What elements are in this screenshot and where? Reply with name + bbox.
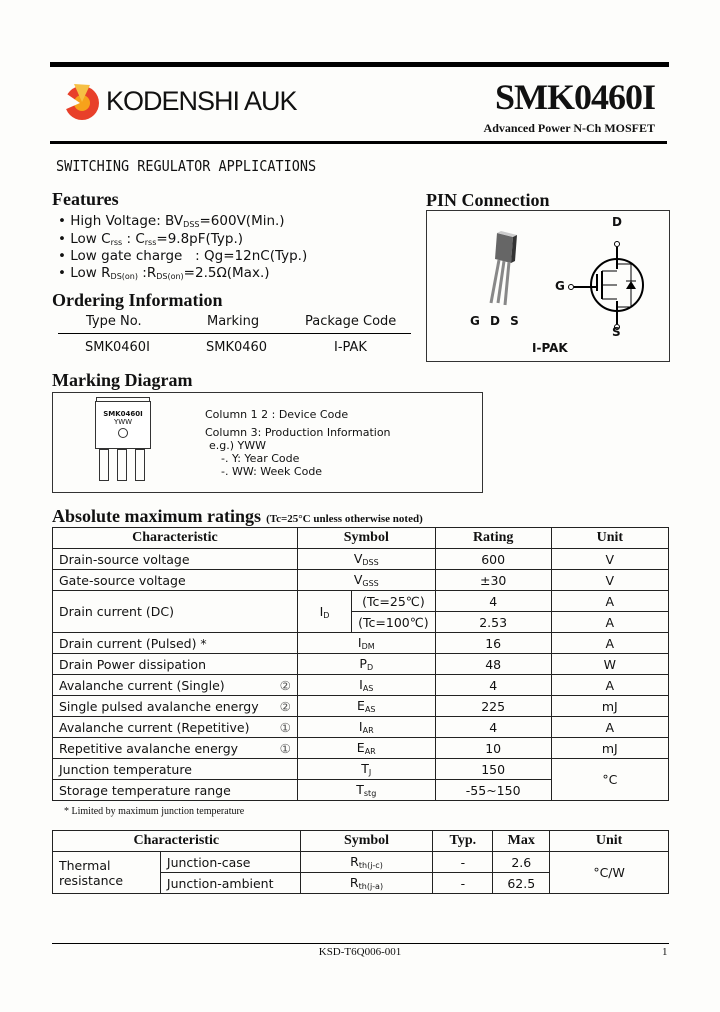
table-row: (Tc=100℃) 2.53 A <box>53 612 669 633</box>
table-row: Drain-source voltage $V_{DSS}$ 600 V <box>53 549 669 570</box>
table-row: Avalanche current (Repetitive) ① $I_{AR}$ 4 A <box>53 717 669 738</box>
pin-connection-box <box>426 210 670 362</box>
pin-d-label: D <box>612 215 622 229</box>
amr-characteristic: Drain Power dissipation <box>53 654 298 675</box>
brand-name: KODENSHI AUK <box>106 86 297 116</box>
amr-characteristic: Storage temperature range <box>53 780 298 801</box>
table-row: Drain current (Pulsed) * $I_{DM}$ 16 A <box>53 633 669 654</box>
chip-lead <box>135 449 145 481</box>
pin-heading: PIN Connection <box>426 190 550 210</box>
ordering-rule <box>58 333 411 334</box>
thermal-label: Thermal resistance <box>53 852 161 894</box>
feature-item: • Low $C_{rss}$ : $C_{rss}=9.8pF(Typ.)$ <box>58 231 244 247</box>
marking-diagram-box <box>52 392 483 493</box>
amr-characteristic: Drain current (Pulsed) * <box>53 633 298 654</box>
table-row: Drain Power dissipation $P_D$ 48 W <box>53 654 669 675</box>
feature-item: • High Voltage: $BV_{DSS}=600V(Min.)$ <box>58 213 285 229</box>
amr-characteristic: Drain-source voltage <box>53 549 298 570</box>
ordering-heading: Ordering Information <box>52 290 223 310</box>
pin-package-label: I-PAK <box>532 341 568 355</box>
ordering-marking: SMK0460 <box>206 340 268 355</box>
amr-characteristic: Repetitive avalanche energy ① <box>53 738 298 759</box>
feature-item: • Low gate charge : Qg=12nC(Typ.) <box>58 248 308 264</box>
ipak-package-icon <box>477 223 537 313</box>
footer-page-number: 1 <box>662 946 668 958</box>
amr-characteristic: Junction temperature <box>53 759 298 780</box>
thermal-table: Characteristic Symbol Typ. Max Unit Thermal resistance Junction-case $R_{th(j-c)}$ - 2.6 °C/W Junction-ambient $R_{th(j-a)}$ - 62.5 <box>52 830 669 894</box>
amr-characteristic: Single pulsed avalanche energy ② <box>53 696 298 717</box>
amr-characteristic: Gate-source voltage <box>53 570 298 591</box>
table-row: Gate-source voltage $V_{GSS}$ ±30 V <box>53 570 669 591</box>
ordering-header-type: Type No. <box>86 314 142 329</box>
ordering-type: SMK0460I <box>85 340 150 355</box>
amr-characteristic: Drain current (DC) <box>53 591 298 633</box>
top-rule <box>50 62 669 67</box>
chip-marking-line2: YWW <box>113 418 133 426</box>
table-row: Drain current (DC) $I_D$ (Tc=25℃) 4 A <box>53 591 669 612</box>
amr-footnote: * Limited by maximum junction temperature <box>64 806 245 817</box>
amr-characteristic: Avalanche current (Single) ② <box>53 675 298 696</box>
table-row: Avalanche current (Single) ② $I_{AS}$ 4 A <box>53 675 669 696</box>
application-title: SWITCHING REGULATOR APPLICATIONS <box>56 157 317 175</box>
table-row: Single pulsed avalanche energy ② $E_{AS}$ 225 mJ <box>53 696 669 717</box>
amr-heading: Absolute maximum ratings (Tc=25°C unless otherwise noted) <box>52 506 423 526</box>
part-subtitle: Advanced Power N-Ch MOSFET <box>483 121 655 135</box>
table-row: Repetitive avalanche energy ① $E_{AR}$ 10 mJ <box>53 738 669 759</box>
chip-body <box>95 401 151 449</box>
pin-s-label: S <box>612 325 621 339</box>
ordering-package: I-PAK <box>334 340 367 355</box>
feature-item: • Low $R_{DS(on)}$ $:R_{DS(on)}=2.5\Omega(Max.)$ <box>58 265 270 281</box>
mosfet-symbol-icon <box>567 219 667 339</box>
marking-heading: Marking Diagram <box>52 370 193 390</box>
ordering-header-package: Package Code <box>305 314 397 329</box>
features-heading: Features <box>52 189 119 209</box>
footer-doc-number: KSD-T6Q006-001 <box>318 946 402 958</box>
pin-g-label: G <box>555 279 565 293</box>
table-row: Storage temperature range $T_{stg}$ -55~150 <box>53 780 669 801</box>
pin-labels: G D S <box>470 314 522 328</box>
amr-characteristic: Avalanche current (Repetitive) ① <box>53 717 298 738</box>
chip-lead <box>99 449 109 481</box>
footer-rule <box>52 943 669 944</box>
marking-legend: Column 1 2 : Device Code Column 3: Production Information e.g.) YWW -. Y: Year Code -. WW: Week Code <box>205 408 391 478</box>
part-number: SMK0460I <box>494 77 655 117</box>
chip-lead <box>117 449 127 481</box>
table-row: Junction temperature $T_J$ 150 °C <box>53 759 669 780</box>
ordering-header-marking: Marking <box>207 314 260 329</box>
header-rule <box>50 141 667 144</box>
kodenshi-logo-icon <box>60 82 102 124</box>
chip-marking-line1: SMK0460I <box>103 410 143 418</box>
absolute-max-ratings-table: Characteristic Symbol Rating Unit Drain-source voltage $V_{DSS}$ 600 V Gate-source voltage $V_{GSS}$ ±30 V Drain current (DC) $I_D$ (Tc=25℃) 4 A (Tc=100℃) 2.53 A Drain current (Pulsed) * $I_{DM}$ 16 A Drain Power dissipation $P_D$ 48 W Avalanche current (Single) ② $I_{AS}$ 4 A Single pulsed avalanche energy ② $E_{AS}$ 225 mJ Avalanche current (Repetitive) ① $I_{AR}$ 4 A Repetitive avalanche energy ① $E_{AR}$ 10 mJ Junction temperature $T_J$ 150 °C Storage temperature range $T_{stg}$ -55~150 <box>52 527 669 801</box>
